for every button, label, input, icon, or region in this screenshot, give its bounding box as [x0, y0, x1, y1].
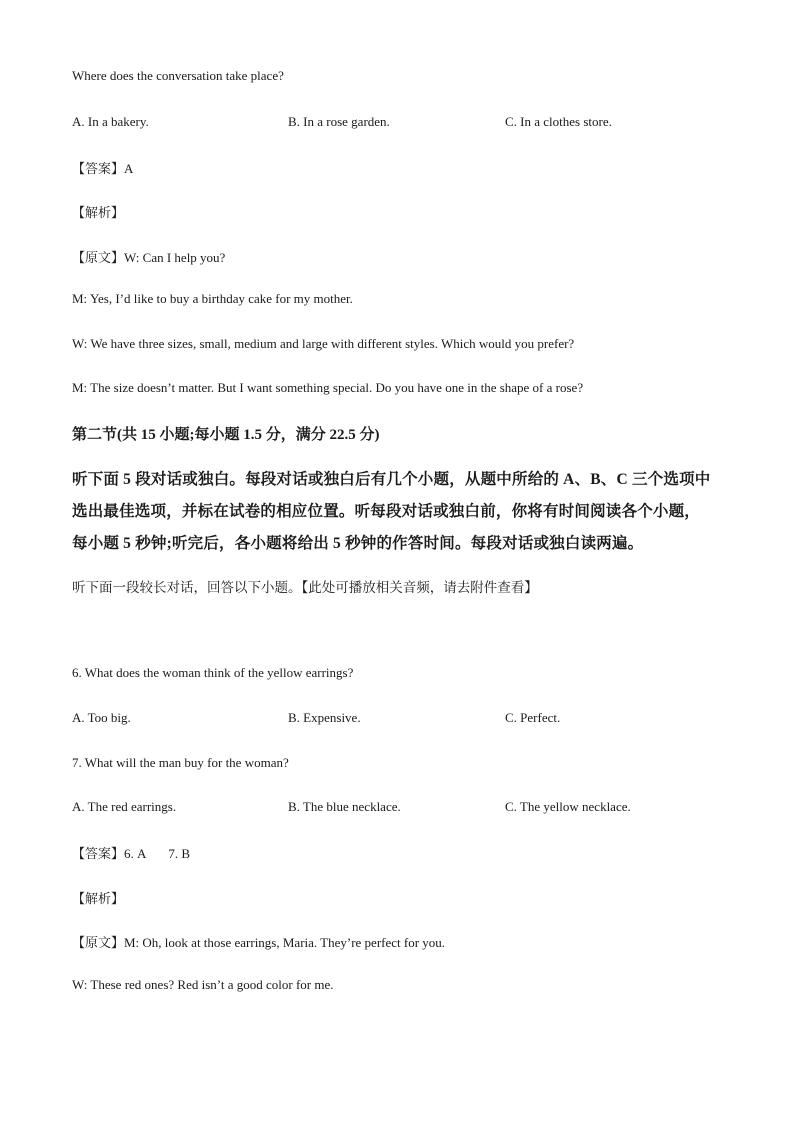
q7-option-c: C. The yellow necklace. [505, 799, 631, 814]
section-instruction-line: 听下面 5 段对话或独白。每段对话或独白后有几个小题，从题中所给的 A、B、C 三个选项中 [72, 471, 711, 488]
q1-option-b: B. In a rose garden. [288, 114, 390, 129]
q7-question: 7. What will the man buy for the woman? [72, 755, 289, 770]
q6-option-c: C. Perfect. [505, 710, 561, 725]
group-analysis-label: 【解析】 [72, 891, 125, 906]
section-instruction-line: 每小题 5 秒钟;听完后，各小题将给出 5 秒钟的作答时间。每段对话或独白读两遍。 [72, 535, 644, 552]
q6-question: 6. What does the woman think of the yellow earrings? [72, 665, 354, 680]
q1-transcript-line: W: We have three sizes, small, medium and large with different styles. Which would you prefer? [72, 336, 575, 351]
q1-transcript-line: M: The size doesn’t matter. But I want something special. Do you have one in the shape of a rose? [72, 380, 584, 395]
q1-transcript-line: M: Yes, I’d like to buy a birthday cake for my mother. [72, 291, 353, 306]
section-instruction-line: 选出最佳选项，并标在试卷的相应位置。听每段对话或独白前，你将有时间阅读各个小题， [72, 503, 701, 520]
group-transcript-line: 【原文】M: Oh, look at those earrings, Maria. They’re perfect for you. [72, 935, 446, 950]
q1-analysis-label: 【解析】 [72, 205, 125, 220]
sub-instruction: 听下面一段较长对话，回答以下小题。【此处可播放相关音频，请去附件查看】 [72, 580, 538, 595]
group-answer: 【答案】6. A 7. B [72, 846, 191, 861]
q6-option-b: B. Expensive. [288, 710, 361, 725]
q7-option-a: A. The red earrings. [72, 799, 177, 814]
group-transcript-line: W: These red ones? Red isn’t a good color for me. [72, 977, 334, 992]
q6-option-a: A. Too big. [72, 710, 131, 725]
q1-option-a: A. In a bakery. [72, 114, 149, 129]
q1-answer: 【答案】A [72, 161, 134, 176]
section-title: 第二节(共 15 小题;每小题 1.5 分，满分 22.5 分) [72, 427, 380, 443]
q7-option-b: B. The blue necklace. [288, 799, 401, 814]
q1-question: Where does the conversation take place? [72, 68, 284, 83]
q1-option-c: C. In a clothes store. [505, 114, 612, 129]
q1-transcript-line: 【原文】W: Can I help you? [72, 250, 226, 265]
